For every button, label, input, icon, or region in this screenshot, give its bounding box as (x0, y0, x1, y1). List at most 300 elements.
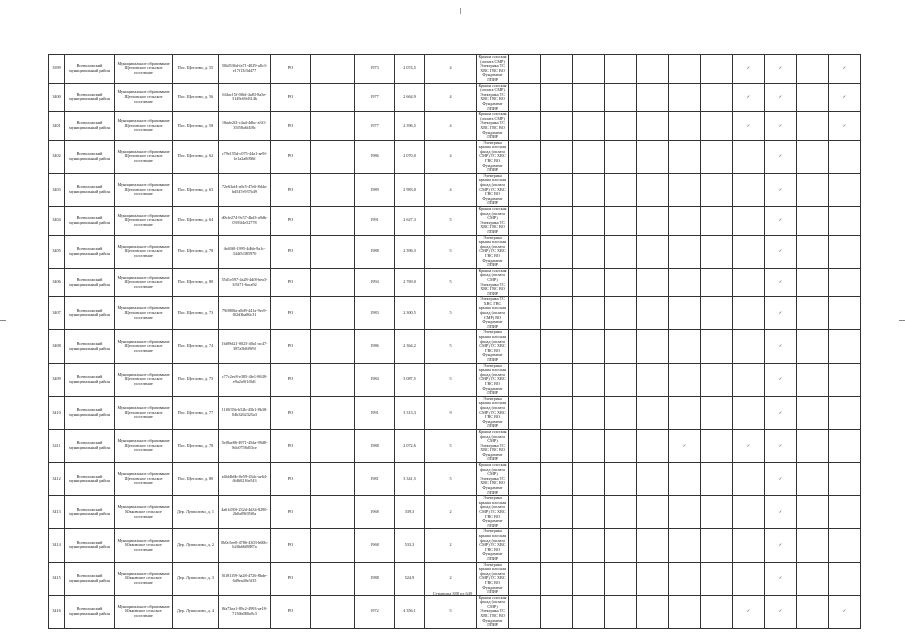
area-cell: 2 983,0 (395, 173, 425, 206)
address-cell: Пос. Щеглово, д. 74 (173, 330, 219, 363)
check-cell (573, 83, 605, 112)
year-cell: 1988 (355, 562, 395, 595)
table-row (49, 496, 861, 529)
edge-mark-right (899, 320, 905, 321)
empty-cell (311, 330, 355, 363)
check-cell (829, 363, 861, 396)
code-cell: PO (271, 207, 311, 236)
check-cell (605, 429, 637, 462)
table-row (49, 235, 861, 268)
year-cell: 1989 (355, 173, 395, 206)
address-cell: Пос. Щеглово, д. 77 (173, 396, 219, 429)
empty-cell (311, 55, 355, 84)
check-cell (733, 173, 765, 206)
area-cell: 2 396,5 (395, 112, 425, 141)
floors-cell: 2 (425, 496, 477, 529)
check-cell (797, 330, 829, 363)
check-cell (541, 363, 573, 396)
row-number: 3410 (49, 396, 65, 429)
municipality-cell: Муниципальное образование Щегловское сельское поселение (115, 463, 173, 496)
check-cell: ✓ (765, 363, 797, 396)
check-cell (669, 173, 701, 206)
address-cell: Дер. Лупполово, д. 3 (173, 562, 219, 595)
district-cell: Всеволожский муниципальный район (65, 268, 115, 297)
municipality-cell: Муниципальное образование Щегловское сельское поселение (115, 330, 173, 363)
check-cell (541, 496, 573, 529)
area-cell: 2 364,2 (395, 330, 425, 363)
district-cell: Всеволожский муниципальный район (65, 140, 115, 173)
row-number: 3412 (49, 463, 65, 496)
address-cell: Пос. Щеглово, д. 80 (173, 463, 219, 496)
check-cell (797, 173, 829, 206)
check-cell: ✓ (765, 83, 797, 112)
building-id-cell: 79f880fa-a8d9-441a-9ec9-f02d3ba86c31 (219, 297, 271, 330)
municipality-cell: Муниципальное образование Юкковское сельское поселение (115, 562, 173, 595)
empty-cell (311, 396, 355, 429)
check-cell (797, 112, 829, 141)
floors-cell: 5 (425, 330, 477, 363)
district-cell: Всеволожский муниципальный район (65, 297, 115, 330)
check-cell (637, 463, 669, 496)
check-cell (573, 529, 605, 562)
check-cell: ✓ (765, 140, 797, 173)
table-row (49, 268, 861, 297)
check-cell (509, 235, 541, 268)
check-cell (573, 140, 605, 173)
check-cell: ✓ (829, 595, 861, 628)
check-cell (669, 595, 701, 628)
check-cell (637, 595, 669, 628)
check-cell (573, 496, 605, 529)
check-cell: ✓ (733, 595, 765, 628)
table-row (49, 207, 861, 236)
building-id-cell: 72e63af4-a0c5-47e6-8d4a-bd547e937b49 (219, 173, 271, 206)
check-cell (829, 463, 861, 496)
municipality-cell: Муниципальное образование Юкковское сельское поселение (115, 529, 173, 562)
district-cell: Всеволожский муниципальный район (65, 55, 115, 84)
check-cell (509, 496, 541, 529)
check-cell (829, 529, 861, 562)
row-number: 3416 (49, 595, 65, 628)
floors-cell: 5 (425, 463, 477, 496)
code-cell: PO (271, 112, 311, 141)
year-cell: 1972 (355, 595, 395, 628)
building-id-cell: 4a61d39f-232d-4d34-8290-2b0a09f05f0a (219, 496, 271, 529)
address-cell: Пос. Щеглово, д. 64 (173, 207, 219, 236)
check-cell (829, 396, 861, 429)
table-row (49, 595, 861, 628)
district-cell: Всеволожский муниципальный район (65, 330, 115, 363)
check-cell: ✓ (765, 235, 797, 268)
works-cell: Крыша плоская фасад (оплата СМР) Электрика ТС ХВС ГВС ВО Фундамент ЛПИР (477, 463, 509, 496)
check-cell: ✓ (733, 55, 765, 84)
check-cell (541, 235, 573, 268)
check-cell (701, 496, 733, 529)
check-cell: ✓ (733, 429, 765, 462)
check-cell (605, 140, 637, 173)
check-cell (733, 207, 765, 236)
check-cell (733, 330, 765, 363)
municipality-cell: Муниципальное образование Щегловское сельское поселение (115, 83, 173, 112)
table-row (49, 112, 861, 141)
code-cell: PO (271, 297, 311, 330)
building-id-cell: e4bf4b6b-0e59-43dc-ae64-f6460216e543 (219, 463, 271, 496)
check-cell (733, 529, 765, 562)
works-cell: Крыша плоская (оплата СМР) Электрика ТС ХВС ГВС ВО Фундамент ЛПИР (477, 83, 509, 112)
works-cell: Крыша плоская фасад (оплата СМР) Электрика ТС ХВС ГВС ВО ЛПИР (477, 268, 509, 297)
floors-cell: 9 (425, 396, 477, 429)
row-number: 3401 (49, 112, 65, 141)
check-cell (637, 235, 669, 268)
year-cell: 1986 (355, 330, 395, 363)
check-cell (669, 396, 701, 429)
check-cell: ✓ (765, 529, 797, 562)
check-cell (669, 235, 701, 268)
check-cell (701, 83, 733, 112)
works-cell: Крыша плоская фасад (оплата СМР) Электрика ТС ХВС ГВС ВО Фундамент ЛПИР (477, 595, 509, 628)
check-cell (829, 268, 861, 297)
check-cell: ✓ (733, 112, 765, 141)
check-cell (573, 396, 605, 429)
check-cell: ✓ (765, 429, 797, 462)
year-cell: 1986 (355, 140, 395, 173)
check-cell (605, 330, 637, 363)
year-cell: 1988 (355, 235, 395, 268)
year-cell: 1994 (355, 268, 395, 297)
check-cell: ✓ (765, 173, 797, 206)
check-cell (669, 140, 701, 173)
area-cell: 2 396,3 (395, 235, 425, 268)
floors-cell: 5 (425, 297, 477, 330)
empty-cell (311, 268, 355, 297)
district-cell: Всеволожский муниципальный район (65, 463, 115, 496)
check-cell (573, 330, 605, 363)
district-cell: Всеволожский муниципальный район (65, 496, 115, 529)
empty-cell (311, 235, 355, 268)
check-cell (733, 496, 765, 529)
empty-cell (311, 496, 355, 529)
table-row (49, 363, 861, 396)
check-cell: ✓ (733, 83, 765, 112)
check-cell (829, 297, 861, 330)
row-number: 3408 (49, 330, 65, 363)
year-cell: 1968 (355, 496, 395, 529)
check-cell (797, 297, 829, 330)
check-cell (701, 268, 733, 297)
check-cell (797, 463, 829, 496)
municipality-cell: Муниципальное образование Щегловское сельское поселение (115, 429, 173, 462)
building-id-cell: 4e40f0-1995-4dbb-9a1c-344f5f385970 (219, 235, 271, 268)
check-cell (669, 112, 701, 141)
check-cell (541, 83, 573, 112)
code-cell: PO (271, 595, 311, 628)
empty-cell (311, 83, 355, 112)
check-cell (573, 207, 605, 236)
check-cell (701, 140, 733, 173)
check-cell (637, 496, 669, 529)
row-number: 3406 (49, 268, 65, 297)
floors-cell: 5 (425, 235, 477, 268)
check-cell: ✓ (765, 562, 797, 595)
empty-cell (311, 112, 355, 141)
area-cell: 2 072,6 (395, 429, 425, 462)
code-cell: PO (271, 363, 311, 396)
building-id-cell: 0b0c5ee0-4786-4303-b60b-b26b66f8887a (219, 529, 271, 562)
municipality-cell: Муниципальное образование Щегловское сельское поселение (115, 297, 173, 330)
works-cell: Электрика крыша плоская фасад (оплата СМР) ТС ХВС ГВС ВО Фундамент ЛПИР (477, 562, 509, 595)
check-cell (541, 207, 573, 236)
check-cell: ✓ (829, 55, 861, 84)
district-cell: Всеволожский муниципальный район (65, 429, 115, 462)
check-cell (829, 429, 861, 462)
check-cell (509, 297, 541, 330)
building-id-cell: 6f4ac15f-0f6d-4a83-8a5e-3149c69d314b (219, 83, 271, 112)
empty-cell (311, 429, 355, 462)
check-cell (669, 363, 701, 396)
table-row (49, 529, 861, 562)
check-cell: ✓ (765, 297, 797, 330)
check-cell (733, 297, 765, 330)
table-body (49, 55, 861, 629)
check-cell (797, 496, 829, 529)
check-cell (541, 595, 573, 628)
works-cell: Крыша плоская (оплата СМР) Электрика ТС ХВС ГВС ВО Фундамент ЛПИР (477, 112, 509, 141)
check-cell: ✓ (765, 268, 797, 297)
code-cell: PO (271, 429, 311, 462)
year-cell: 1977 (355, 83, 395, 112)
address-cell: Пос. Щеглово, д. 78 (173, 235, 219, 268)
check-cell (605, 297, 637, 330)
check-cell: ✓ (765, 496, 797, 529)
check-cell (509, 463, 541, 496)
district-cell: Всеволожский муниципальный район (65, 173, 115, 206)
check-cell (669, 463, 701, 496)
works-cell: Крыша плоская фасад (оплата СМР) Электрика ТС ХВС ГВС ВО Фундамент ЛПИР (477, 429, 509, 462)
check-cell (605, 496, 637, 529)
check-cell (669, 330, 701, 363)
area-cell: 3 341,5 (395, 463, 425, 496)
check-cell (605, 268, 637, 297)
works-cell: Электрика крыша плоская фасад (оплата СМР) ТС ХВС ГВС ВО Фундамент ЛПИР (477, 330, 509, 363)
check-cell (509, 529, 541, 562)
check-cell (797, 363, 829, 396)
check-cell (829, 207, 861, 236)
check-cell (509, 112, 541, 141)
check-cell (797, 55, 829, 84)
check-cell (701, 363, 733, 396)
check-cell: ✓ (669, 429, 701, 462)
municipality-cell: Муниципальное образование Щегловское сельское поселение (115, 396, 173, 429)
building-id-cell: 8fa73ea1-89c2-4993-ae18-7136b080a9c3 (219, 595, 271, 628)
empty-cell (311, 595, 355, 628)
check-cell (509, 396, 541, 429)
code-cell: PO (271, 529, 311, 562)
code-cell: PO (271, 235, 311, 268)
row-number: 3411 (49, 429, 65, 462)
check-cell (669, 268, 701, 297)
check-cell (605, 529, 637, 562)
check-cell (637, 297, 669, 330)
district-cell: Всеволожский муниципальный район (65, 112, 115, 141)
check-cell (637, 429, 669, 462)
check-cell (605, 83, 637, 112)
check-cell (669, 83, 701, 112)
empty-cell (311, 529, 355, 562)
check-cell (509, 363, 541, 396)
area-cell: 339,3 (395, 496, 425, 529)
check-cell (701, 463, 733, 496)
check-cell (637, 363, 669, 396)
check-cell: ✓ (765, 55, 797, 84)
check-cell (637, 83, 669, 112)
area-cell: 3 087,5 (395, 363, 425, 396)
row-number: 3404 (49, 207, 65, 236)
area-cell: 2 627,3 (395, 207, 425, 236)
check-cell: ✓ (765, 595, 797, 628)
check-cell (541, 55, 573, 84)
check-cell (829, 496, 861, 529)
check-cell (829, 330, 861, 363)
code-cell: PO (271, 396, 311, 429)
check-cell (509, 173, 541, 206)
year-cell: 1973 (355, 55, 395, 84)
floors-cell: 4 (425, 173, 477, 206)
check-cell (797, 529, 829, 562)
empty-cell (311, 140, 355, 173)
check-cell (637, 173, 669, 206)
empty-cell (311, 463, 355, 496)
check-cell: ✓ (765, 463, 797, 496)
check-cell (605, 55, 637, 84)
floors-cell: 5 (425, 268, 477, 297)
check-cell (797, 83, 829, 112)
empty-cell (311, 173, 355, 206)
address-cell: Пос. Щеглово, д. 73 (173, 297, 219, 330)
works-cell: Электрика крыша плоская фасад (оплата СМР) ТС ХВС ГВС ВО Фундамент ЛПИР (477, 235, 509, 268)
address-cell: Дер. Лупполово, д. 4 (173, 595, 219, 628)
check-cell (605, 396, 637, 429)
check-cell (797, 429, 829, 462)
building-id-cell: d0cfe274-9c57-4bd3-a9db-0393f4e52778 (219, 207, 271, 236)
check-cell: ✓ (829, 83, 861, 112)
address-cell: Пос. Щеглово, д. 63 (173, 173, 219, 206)
building-id-cell: c77c2ec8-e385-4fe1-8638-e9a2a9f1f0d1 (219, 363, 271, 396)
check-cell (605, 112, 637, 141)
year-cell: 1977 (355, 112, 395, 141)
code-cell: PO (271, 496, 311, 529)
floors-cell: 4 (425, 140, 477, 173)
area-cell: 3 313,3 (395, 396, 425, 429)
table-row (49, 330, 861, 363)
row-number: 3415 (49, 562, 65, 595)
row-number: 3402 (49, 140, 65, 173)
table-row (49, 173, 861, 206)
year-cell: 1991 (355, 396, 395, 429)
check-cell (797, 396, 829, 429)
check-cell (541, 529, 573, 562)
check-cell (541, 396, 573, 429)
check-cell (637, 207, 669, 236)
row-number: 3414 (49, 529, 65, 562)
building-id-cell: 11f0f35b-b52b-45b1-8b38-04b3262325a3 (219, 396, 271, 429)
district-cell: Всеволожский муниципальный район (65, 562, 115, 595)
district-cell: Всеволожский муниципальный район (65, 83, 115, 112)
works-cell: Электрика крыша плоская фасад (оплата СМР) ТС ХВС ГВС ВО Фундамент ЛПИР (477, 529, 509, 562)
table-row (49, 396, 861, 429)
municipality-cell: Муниципальное образование Щегловское сельское поселение (115, 363, 173, 396)
check-cell (669, 55, 701, 84)
area-cell: 2 300,5 (395, 297, 425, 330)
municipality-cell: Муниципальное образование Юкковское сельское поселение (115, 496, 173, 529)
check-cell (701, 55, 733, 84)
table-row (49, 463, 861, 496)
year-cell: 1984 (355, 363, 395, 396)
check-cell (669, 496, 701, 529)
check-cell (701, 330, 733, 363)
check-cell (733, 140, 765, 173)
check-cell (573, 173, 605, 206)
row-number: 3399 (49, 55, 65, 84)
check-cell (701, 529, 733, 562)
municipality-cell: Муниципальное образование Щегловское сельское поселение (115, 55, 173, 84)
row-number: 3400 (49, 83, 65, 112)
check-cell (733, 363, 765, 396)
building-id-cell: 0bafe2f3-c4ad-4dbc-a3f1-35f58a6f4f8c (219, 112, 271, 141)
address-cell: Дер. Лупполово, д. 1 (173, 496, 219, 529)
table-row (49, 55, 861, 84)
check-cell (509, 268, 541, 297)
check-cell (637, 112, 669, 141)
area-cell: 2 070,0 (395, 140, 425, 173)
building-id-cell: c79e155d-c075-44a1-ae9f-1e1a2a0f8f6f (219, 140, 271, 173)
check-cell (637, 330, 669, 363)
check-cell (605, 173, 637, 206)
works-cell: Электрика крыша плоская фасад (оплата СМР) ТС ХВС ГВС ВО Фундамент ЛПИР (477, 496, 509, 529)
check-cell (829, 173, 861, 206)
edge-mark-left (0, 320, 6, 321)
check-cell (701, 112, 733, 141)
table-row (49, 140, 861, 173)
check-cell (637, 55, 669, 84)
works-cell: Электрика крыша плоская фасад (оплата СМР) ТС ХВС ГВС ВО Фундамент ЛПИР (477, 173, 509, 206)
check-cell (541, 268, 573, 297)
works-cell: Электрика крыша плоская фасад (оплата СМР) ТС ХВС ГВС ВО Фундамент ЛПИР (477, 140, 509, 173)
check-cell (829, 235, 861, 268)
check-cell (509, 207, 541, 236)
check-cell: ✓ (765, 330, 797, 363)
building-id-cell: 1bf09d21-0025-40a1-ac47-387a5b8f9f9f (219, 330, 271, 363)
works-cell: Электрика крыша плоская фасад (оплата СМР) ТС ХВС ГВС ВО Фундамент ЛПИР (477, 396, 509, 429)
floors-cell: 5 (425, 595, 477, 628)
empty-cell (311, 207, 355, 236)
area-cell: 2 664,9 (395, 83, 425, 112)
check-cell (541, 173, 573, 206)
works-cell: Крыша плоская (оплата СМР) Электрика ТС ХВС ГВС ВО Фундамент ЛПИР (477, 55, 509, 84)
check-cell (701, 429, 733, 462)
row-number: 3407 (49, 297, 65, 330)
works-cell: Электрика крыша плоская фасад (оплата СМР) ТС ХВС ГВС ВО Фундамент ЛПИР (477, 363, 509, 396)
row-number: 3409 (49, 363, 65, 396)
check-cell (541, 297, 573, 330)
check-cell (797, 207, 829, 236)
check-cell (701, 595, 733, 628)
municipality-cell: Муниципальное образование Юкковское сельское поселение (115, 595, 173, 628)
check-cell (669, 297, 701, 330)
area-cell: 2 769,0 (395, 268, 425, 297)
check-cell (573, 112, 605, 141)
district-cell: Всеволожский муниципальный район (65, 363, 115, 396)
address-cell: Пос. Щеглово, д. 75 (173, 363, 219, 396)
